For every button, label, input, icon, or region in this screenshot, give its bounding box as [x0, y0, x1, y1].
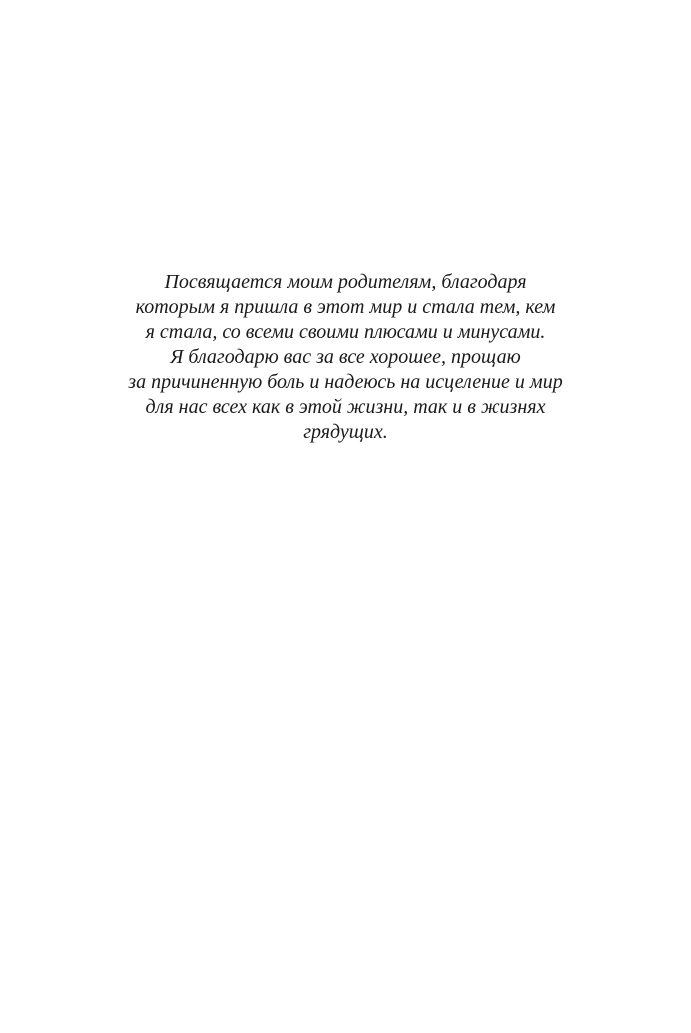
dedication-line: для нас всех как в этой жизни, так и в жизнях: [145, 396, 546, 418]
dedication-line: грядущих.: [303, 421, 388, 443]
dedication-line: за причиненную боль и надеюсь на исцеление и мир: [128, 371, 563, 393]
dedication-line: я стала, со всеми своими плюсами и минусами.: [145, 321, 546, 343]
dedication-line: Я благодарю вас за все хорошее, прощаю: [170, 346, 521, 368]
dedication-text: [60, 270, 631, 445]
dedication-line: которым я пришла в этот мир и стала тем, кем: [135, 296, 556, 318]
dedication-line: Посвящается моим родителям, благодаря: [164, 271, 527, 293]
